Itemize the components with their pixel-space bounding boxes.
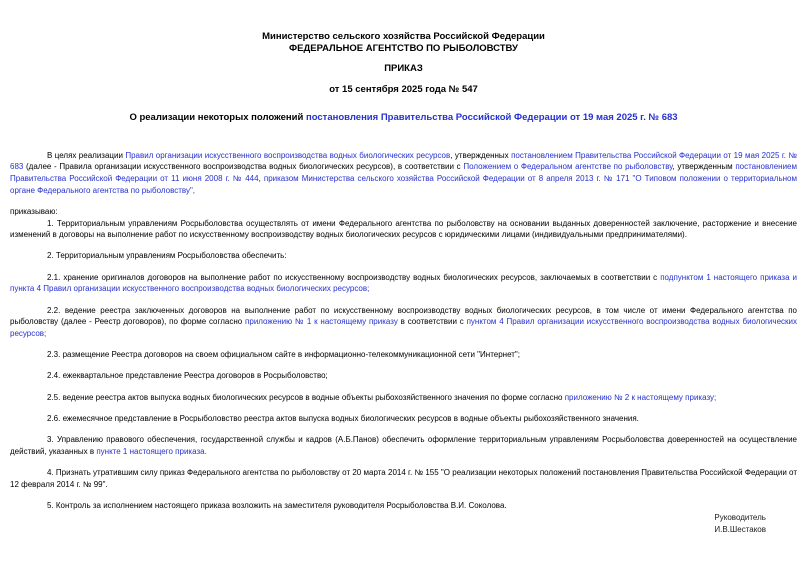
doc-text: 4. Признать утратившим силу приказ Федерального агентства по рыболовству от 20 марта 2014 г. № 155 "О реализации некоторых положений постановления Правительства Российской Федерации от 12 февраля 2014 г. № 99". — [10, 467, 797, 489]
agency-name: ФЕДЕРАЛЬНОЕ АГЕНТСТВО ПО РЫБОЛОВСТВУ — [289, 42, 518, 54]
doc-text: В целях реализации — [47, 150, 126, 160]
ministry-name: Министерство сельского хозяйства Российской Федерации — [262, 31, 545, 42]
doc-text: 2.2. ведение реестра заключенных договоров на выполнение работ по искусственному воспроизводству водных биологических ресурсов, в том числе от имени Федерального агентства по рыболовству (далее - Реестр договоров), по форме согласно — [10, 305, 797, 327]
paragraph — [10, 413, 797, 425]
doc-link[interactable]: приложению № 2 к настоящему приказу; — [564, 392, 717, 402]
doc-type: ПРИКАЗ — [384, 63, 423, 74]
signature-position: Руководитель — [714, 513, 766, 522]
paragraph — [10, 218, 797, 241]
paragraph — [10, 392, 797, 404]
doc-link[interactable]: пункте 1 настоящего приказа. — [96, 446, 207, 456]
doc-text: 2.1. хранение оригиналов договоров на выполнение работ по искусственному воспроизводству водных биологических ресурсов, заключаемых в соответствии с — [47, 272, 661, 282]
doc-link[interactable]: приложению № 1 к настоящему приказу — [245, 317, 398, 327]
paragraph — [10, 500, 797, 512]
doc-text: 2. Территориальным управлениям Росрыболовства обеспечить: — [47, 251, 287, 261]
doc-link[interactable]: Положением о Федеральном агентстве по рыболовству — [463, 162, 673, 172]
doc-link[interactable]: постановлением Правительства Российской Федерации от 19 мая 2025 г. № 683 — [10, 150, 797, 172]
paragraph — [10, 349, 797, 361]
paragraph — [10, 150, 797, 197]
doc-text: , утвержденных — [450, 150, 512, 160]
doc-text: 2.3. размещение Реестра договоров на своем официальном сайте в информационно-телекоммуникационной сети "Интернет"; — [47, 350, 520, 360]
doc-text: 2.4. ежеквартальное представление Реестра договоров в Росрыболовство; — [47, 371, 328, 381]
doc-link[interactable]: Правил организации искусственного воспроизводства водных биологических ресурсов — [125, 150, 451, 160]
document-body — [10, 150, 797, 512]
paragraph — [10, 305, 797, 340]
signature-block — [714, 512, 766, 536]
paragraph — [10, 467, 797, 490]
doc-text: 3. Управлению правового обеспечения, государственной службы и кадров (А.Б.Панов) обеспечить оформление территориальным управлениям Росрыболовства доверенностей на осуществление действий, указанных в — [10, 434, 797, 456]
doc-link[interactable]: пунктом 4 Правил организации искусственного воспроизводства водных биологических ресурсов; — [10, 317, 797, 338]
doc-text: приказываю: — [10, 206, 58, 216]
signature-name: И.В.Шестаков — [714, 525, 766, 534]
doc-link[interactable]: постановления Правительства Российской Федерации от 19 мая 2025 г. № 683 — [305, 112, 678, 123]
doc-text: 2.6. ежемесячное представление в Росрыболовство реестра актов выпуска водных биологических ресурсов в водные объекты рыбохозяйственного значения. — [47, 413, 639, 423]
doc-link[interactable]: приказом Министерства сельского хозяйства Российской Федерации от 8 апреля 2013 г. № 171 "О Типовом положении о территориальном органе Федерального агентства по рыболовству", — [10, 173, 798, 195]
doc-link[interactable]: постановлением Правительства Российской Федерации от 11 июня 2008 г. № 444 — [10, 162, 798, 183]
document-header — [0, 0, 807, 95]
doc-text: , — [258, 173, 264, 183]
paragraph — [10, 434, 797, 457]
paragraph — [10, 206, 797, 218]
doc-text: 1. Территориальным управлениям Росрыболовства осуществлять от имени Федерального агентства по рыболовству на основании выданных доверенностей заключение, расторжение и внесение изменений в договоры на выполнение работ по искусственному воспроизводству водных биологических ресурсов с юридическими лицами (индивидуальными предпринимателями). — [10, 218, 797, 240]
doc-title — [0, 112, 807, 124]
doc-text: (далее - Правила организации искусственного воспроизводства водных биологических ресурсов), в соответствии с — [23, 162, 464, 172]
doc-date-number: от 15 сентября 2025 года № 547 — [329, 83, 478, 95]
doc-text: , утвержденным — [672, 162, 736, 172]
doc-text: в соответствии с — [397, 317, 467, 327]
doc-link[interactable]: подпунктом 1 настоящего приказа и пункта 4 Правил организации искусственного воспроизводства водных биологических ресурсов; — [10, 272, 798, 294]
doc-text: О реализации некоторых положений — [129, 112, 306, 123]
paragraph — [10, 272, 797, 295]
paragraph — [10, 370, 797, 382]
doc-text: 2.5. ведение реестра актов выпуска водных биологических ресурсов в водные объекты рыбохозяйственного значения по форме согласно — [47, 392, 565, 402]
paragraph — [10, 250, 797, 262]
doc-text: 5. Контроль за исполнением настоящего приказа возложить на заместителя руководителя Росрыболовства В.И. Соколова. — [47, 500, 507, 510]
